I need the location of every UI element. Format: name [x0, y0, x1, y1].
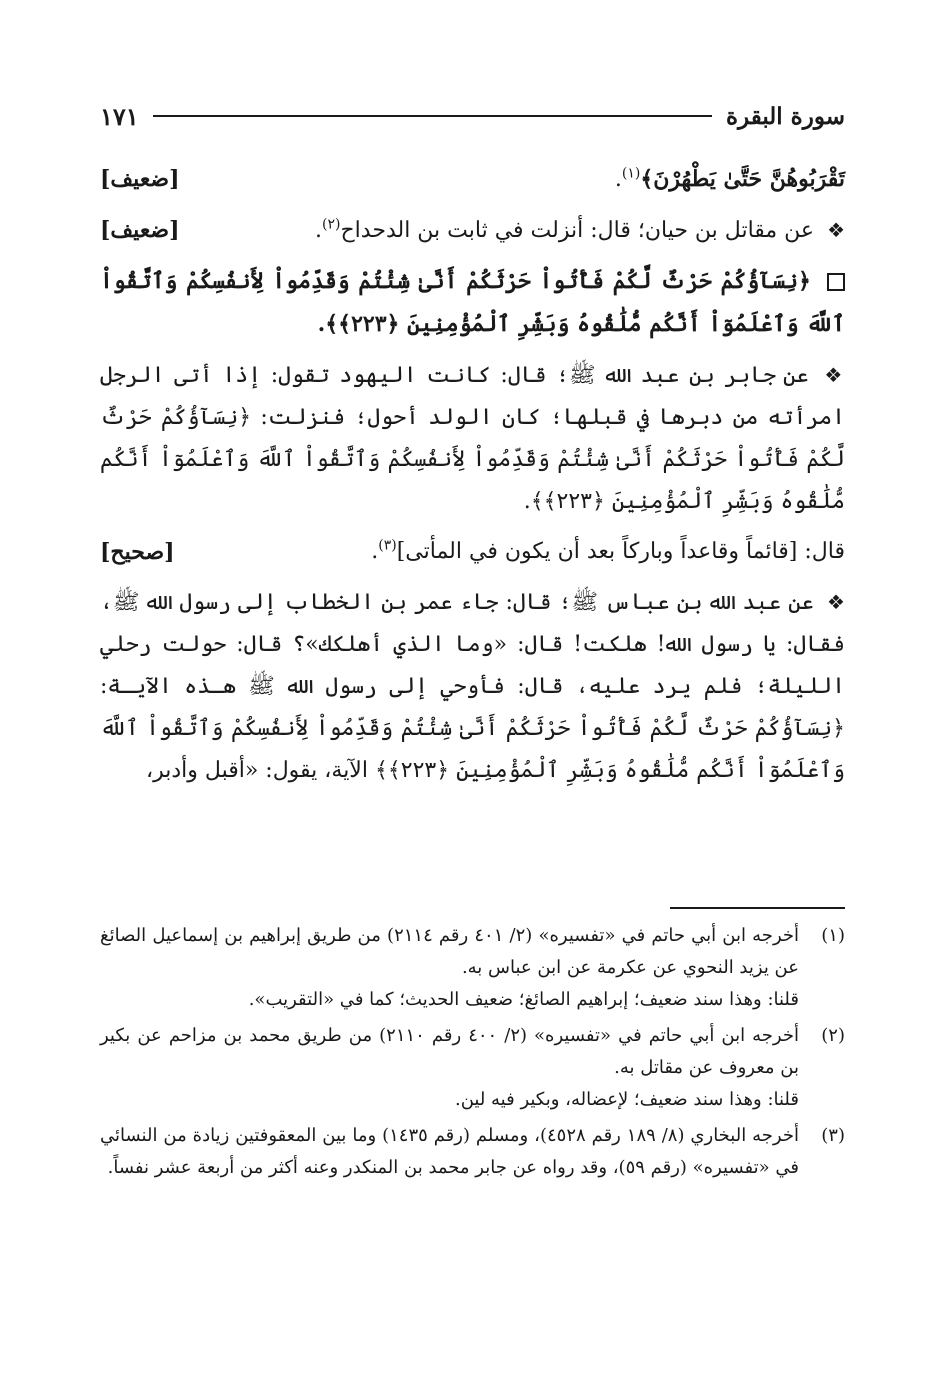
bullet-icon: ❖ — [826, 590, 846, 614]
paragraph-text: تَقْرَبُوهُنَّ حَتَّىٰ يَطْهُرْنَ﴾ — [640, 166, 845, 192]
footnote-separator — [670, 907, 845, 909]
footnote-body — [100, 1120, 799, 1184]
main-text — [100, 158, 845, 800]
footnote-number: (٢) — [821, 1025, 845, 1046]
footnote-ref: (١) — [621, 165, 641, 182]
narration-ibn-abbas — [100, 581, 845, 792]
page-number: ١٧١ — [100, 101, 139, 131]
narration-muqatil — [100, 209, 845, 252]
footnote-number: (١) — [821, 925, 845, 946]
footnote-ref: (٣) — [378, 537, 397, 554]
narration-jabir — [100, 354, 845, 523]
page-header — [100, 96, 845, 136]
footnote-1 — [100, 920, 845, 1016]
paragraph-text: عن عبد الله بن عباس ﷺ؛ قال: جاء عمر بن الخطاب إلى رسول الله ﷺ، فقال: يا رسول الله! هلكت! قال: «وما الذي أهلكك»؟ قال: حولت رحلي الليلة؛ فلم يرد عليه، قال: فأوحي إلى رسول الله ﷺ هـذه الآيـة: ﴿نِسَآؤُكُمْ حَرْثٌ لَّكُمْ فَأْتُواْ حَرْثَكُمْ أَنَّىٰ شِئْتُمْ وَقَدِّمُواْ لِأَنفُسِكُمْ وَٱتَّقُواْ ٱللَّهَ وَٱعْلَمُوٓاْ أَنَّكُم مُّلَٰقُوهُ وَبَشِّرِ ٱلْمُؤْمِنِينَ ﴿٢٢٣﴾﴾ الآية، يقول: «أقبل وأدبر، — [100, 590, 845, 783]
paragraph-tail: . — [315, 218, 323, 243]
footnote-ref: (٢) — [322, 216, 341, 233]
footnote-body — [100, 1020, 799, 1116]
footnote-3 — [100, 1120, 845, 1184]
bullet-icon: ❖ — [824, 363, 846, 387]
surah-title: سورة البقرة — [725, 102, 845, 130]
header-rule — [153, 115, 712, 117]
footnote-line: قلنا: وهذا سند ضعيف؛ إبراهيم الصائغ؛ ضعيف الحديث؛ كما في «التقريب». — [248, 989, 799, 1010]
narration-jabir-addition — [100, 531, 845, 573]
paragraph-text: عن جابر بن عبد الله ﷺ؛ قال: كانت اليهود تقول: إذا أتى الرجل امرأته من دبرها في قبلها؛ كان الولد أحول؛ فنزلت: ﴿نِسَآؤُكُمْ حَرْثٌ لَّكُمْ فَأْتُواْ حَرْثَكُمْ أَنَّىٰ شِئْتُمْ وَقَدِّمُواْ لِأَنفُسِكُمْ وَٱتَّقُواْ ٱللَّهَ وَٱعْلَمُوٓاْ أَنَّكُم مُّلَٰقُوهُ وَبَشِّرِ ٱلْمُؤْمِنِينَ ﴿٢٢٣﴾﴾. — [100, 363, 845, 514]
verse-text: ﴿نِسَآؤُكُمْ حَرْثٌ لَّكُمْ فَأْتُواْ حَرْثَكُمْ أَنَّىٰ شِئْتُمْ وَقَدِّمُواْ لِأَنفُسِكُمْ وَٱتَّقُواْ ٱللَّهَ وَٱعْلَمُوٓاْ أَنَّكُم مُّلَٰقُوهُ وَبَشِّرِ ٱلْمُؤْمِنِينَ ﴿٢٢٣﴾﴾. — [100, 268, 845, 337]
footnote-line: أخرجه البخاري (٨/ ١٨٩ رقم ٤٥٢٨)، ومسلم (رقم ١٤٣٥) وما بين المعقوفتين زيادة من النسائي في «تفسيره» (رقم ٥٩)، وقد رواه عن جابر محمد بن المنكدر وعنه أكثر من أربعة عشر نفساً. — [100, 1125, 799, 1178]
grade-label: [ضعيف] — [100, 217, 180, 243]
paragraph-text: قال: [قائماً وقاعداً وباركاً بعد أن يكون في المأتى] — [396, 539, 845, 564]
footnotes — [100, 920, 845, 1188]
bullet-icon: ❖ — [827, 218, 845, 242]
grade-label: [صحيح] — [100, 539, 175, 565]
footnote-line: قلنا: وهذا سند ضعيف؛ لإعضاله، وبكير فيه لين. — [454, 1089, 799, 1110]
paragraph-text: عن مقاتل بن حيان؛ قال: أنزلت في ثابت بن الدحداح — [340, 218, 815, 243]
paragraph-continuation — [100, 158, 845, 201]
footnote-line: أخرجه ابن أبي حاتم في «تفسيره» (٢/ ٤٠٠ رقم ٢١١٠) من طريق محمد بن مزاحم عن بكير بن معروف عن مقاتل به. — [100, 1025, 799, 1078]
footnote-number: (٣) — [821, 1125, 845, 1146]
grade-label: [ضعيف] — [100, 166, 180, 192]
verse-block — [100, 260, 845, 346]
paragraph-tail: . — [371, 539, 379, 564]
footnote-line: أخرجه ابن أبي حاتم في «تفسيره» (٢/ ٤٠١ رقم ٢١١٤) من طريق إبراهيم بن إسماعيل الصائغ عن يزيد النحوي عن عكرمة عن ابن عباس به. — [100, 925, 799, 978]
footnote-body — [100, 920, 799, 1016]
square-marker-icon — [827, 273, 845, 291]
paragraph-tail: . — [614, 167, 622, 192]
footnote-2 — [100, 1020, 845, 1116]
